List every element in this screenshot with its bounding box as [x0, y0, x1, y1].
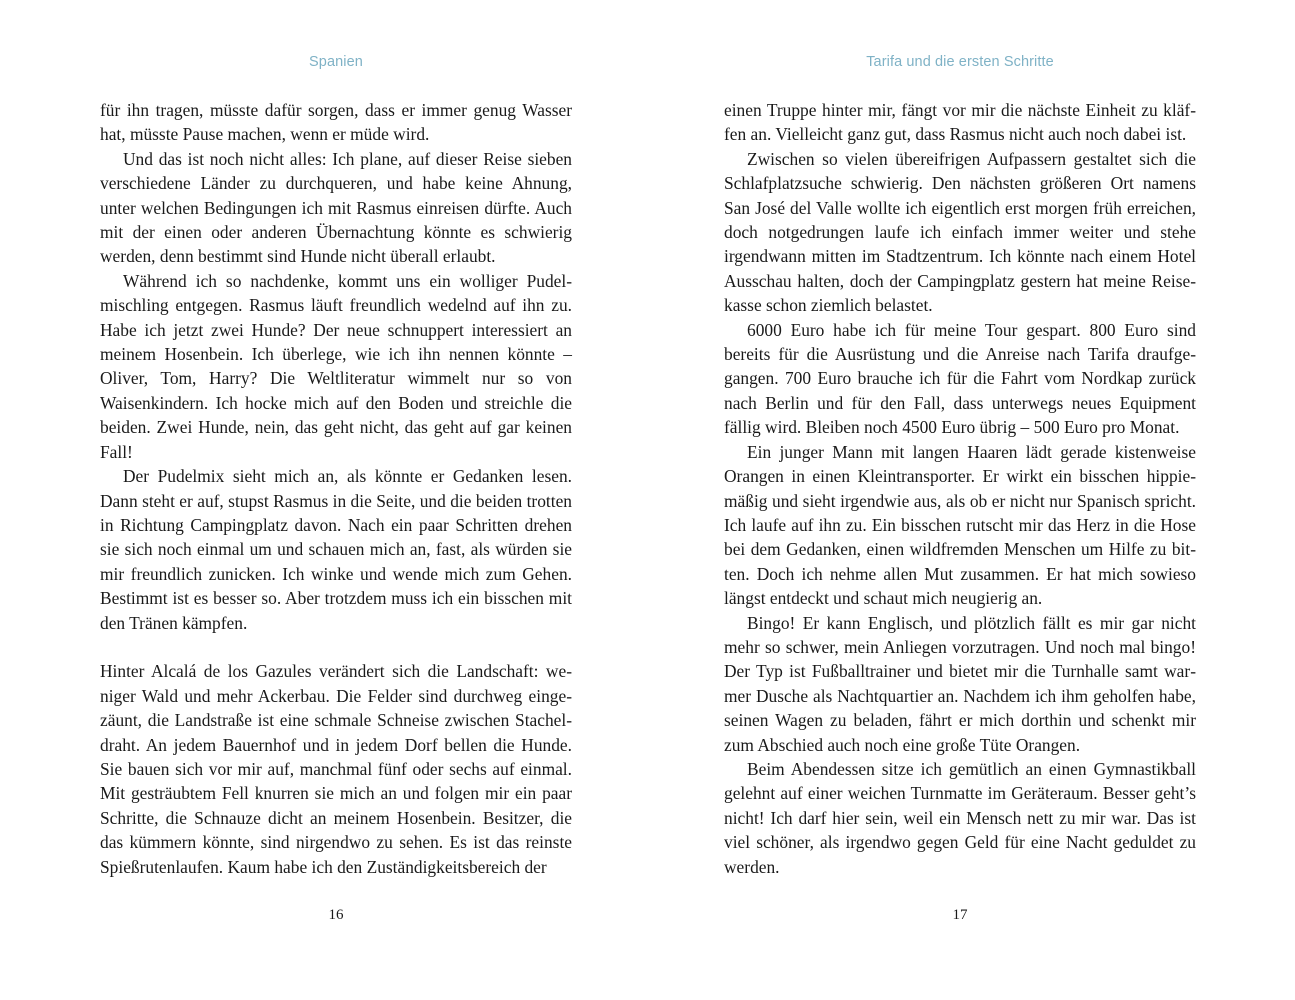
left-page-body: [100, 98, 572, 879]
right-page: [724, 0, 1196, 1000]
paragraph: für ihn tragen, müsste dafür sorgen, dass er immer genug Wasser hat, müsste Pause machen, wenn er müde wird.: [100, 100, 572, 145]
left-page: [100, 0, 572, 1000]
paragraph: Bingo! Er kann Englisch, und plötzlich fällt es mir gar nicht mehr so schwer, mein Anliegen vorzutragen. Und noch mal bingo! Der Typ ist Fußballtrainer und bietet mir die Turnhalle samt warmer Dusche als Nachtquartier an. Nachdem ich ihm geholfen habe, seinen Wagen zu beladen, fährt er mich dorthin und schenkt mir zum Abschied auch noch eine große Tüte Orangen.: [724, 612, 1196, 755]
paragraph: einen Truppe hinter mir, fängt vor mir die nächste Einheit zu kläffen an. Vielleicht ganz gut, dass Rasmus nicht auch noch dabei ist.: [724, 100, 1196, 145]
paragraph: Beim Abendessen sitze ich gemütlich an einen Gymnastikball gelehnt auf einer weichen Turnmatte im Geräteraum. Besser geht’s nicht! Ich darf hier sein, weil ein Mensch nett zu mir war. Das ist viel schöner, als irgendwo gegen Geld für eine Nacht geduldet zu werden.: [724, 758, 1196, 877]
paragraph: Während ich so nachdenke, kommt uns ein wolliger Pudelmischling entgegen. Rasmus läuft freundlich wedelnd auf ihn zu. Habe ich jetzt zwei Hunde? Der neue schnuppert interessiert an meinem Hosenbein. Ich überlege, wie ich ihn nennen könnte – Oliver, Tom, Harry? Die Weltliteratur wimmelt nur so von Waisenkindern. Ich hocke mich auf den Boden und streichle die beiden. Zwei Hunde, nein, das geht nicht, das geht auf gar keinen Fall!: [100, 270, 572, 462]
paragraph: 6000 Euro habe ich für meine Tour gespart. 800 Euro sind bereits für die Ausrüstung und die Anreise nach Tarifa draufgegangen. 700 Euro brauche ich für die Fahrt vom Nordkap zurück nach Berlin und für den Fall, dass unterwegs neues Equipment fällig wird. Bleiben noch 4500 Euro übrig – 500 Euro pro Monat.: [724, 319, 1196, 438]
right-page-body: [724, 98, 1196, 879]
running-head-right: Tarifa und die ersten Schritte: [866, 54, 1054, 70]
paragraph: Hinter Alcalá de los Gazules verändert sich die Landschaft: weniger Wald und mehr Ackerbau. Die Felder sind durchweg eingezäunt, die Landstraße ist eine schmale Schneise zwischen Stacheldraht. An jedem Bauernhof und in jedem Dorf bellen die Hunde. Sie bauen sich vor mir auf, manchmal fünf oder sechs auf einmal. Mit gesträubtem Fell knurren sie mich an und folgen mir ein paar Schritte, die Schnauze dicht an meinem Hosenbein. Besitzer, die das kümmern könnte, sind nirgendwo zu sehen. Es ist das reinste Spießrutenlaufen. Kaum habe ich den Zuständigkeitsbereich der: [100, 661, 572, 877]
paragraph: Und das ist noch nicht alles: Ich plane, auf dieser Reise sieben verschiedene Länder zu durchqueren, und habe keine Ahnung, unter welchen Bedingungen ich mit Rasmus einreisen dürfte. Auch mit der einen oder anderen Übernachtung könnte es schwierig werden, denn bestimmt sind Hunde nicht überall erlaubt.: [100, 148, 572, 267]
paragraph: Zwischen so vielen übereifrigen Aufpassern gestaltet sich die Schlafplatzsuche schwierig. Den nächsten größeren Ort namens San José del Valle wollte ich eigentlich erst morgen früh erreichen, doch notgedrungen laufe ich einfach immer weiter und stehe irgendwann mitten im Stadtzentrum. Ich könnte nach einem Hotel Ausschau halten, doch der Campingplatz gestern hat meine Reisekasse schon ziemlich belastet.: [724, 148, 1196, 316]
running-head-left: Spanien: [309, 54, 363, 70]
paragraph: Der Pudelmix sieht mich an, als könnte er Gedanken lesen. Dann steht er auf, stupst Rasmus in die Seite, und die beiden trotten in Richtung Campingplatz davon. Nach ein paar Schritten drehen sie sich noch einmal um und schauen mich an, fast, als würden sie mir freundlich zunicken. Ich winke und wende mich zum Gehen. Bestimmt ist es besser so. Aber trotzdem muss ich ein bisschen mit den Tränen kämpfen.: [100, 466, 572, 633]
page-number-right: 17: [952, 907, 968, 923]
page-number-left: 16: [328, 907, 344, 923]
paragraph: Ein junger Mann mit langen Haaren lädt gerade kistenweise Orangen in einen Kleintransporter. Er wirkt ein bisschen hippiemäßig und sieht irgendwie aus, als ob er nicht nur Spanisch spricht. Ich laufe auf ihn zu. Ein bisschen rutscht mir das Herz in die Hose bei dem Gedanken, einen wildfremden Menschen um Hilfe zu bitten. Doch ich nehme allen Mut zusammen. Er hat mich sowieso längst entdeckt und schaut mich neugierig an.: [724, 441, 1196, 609]
